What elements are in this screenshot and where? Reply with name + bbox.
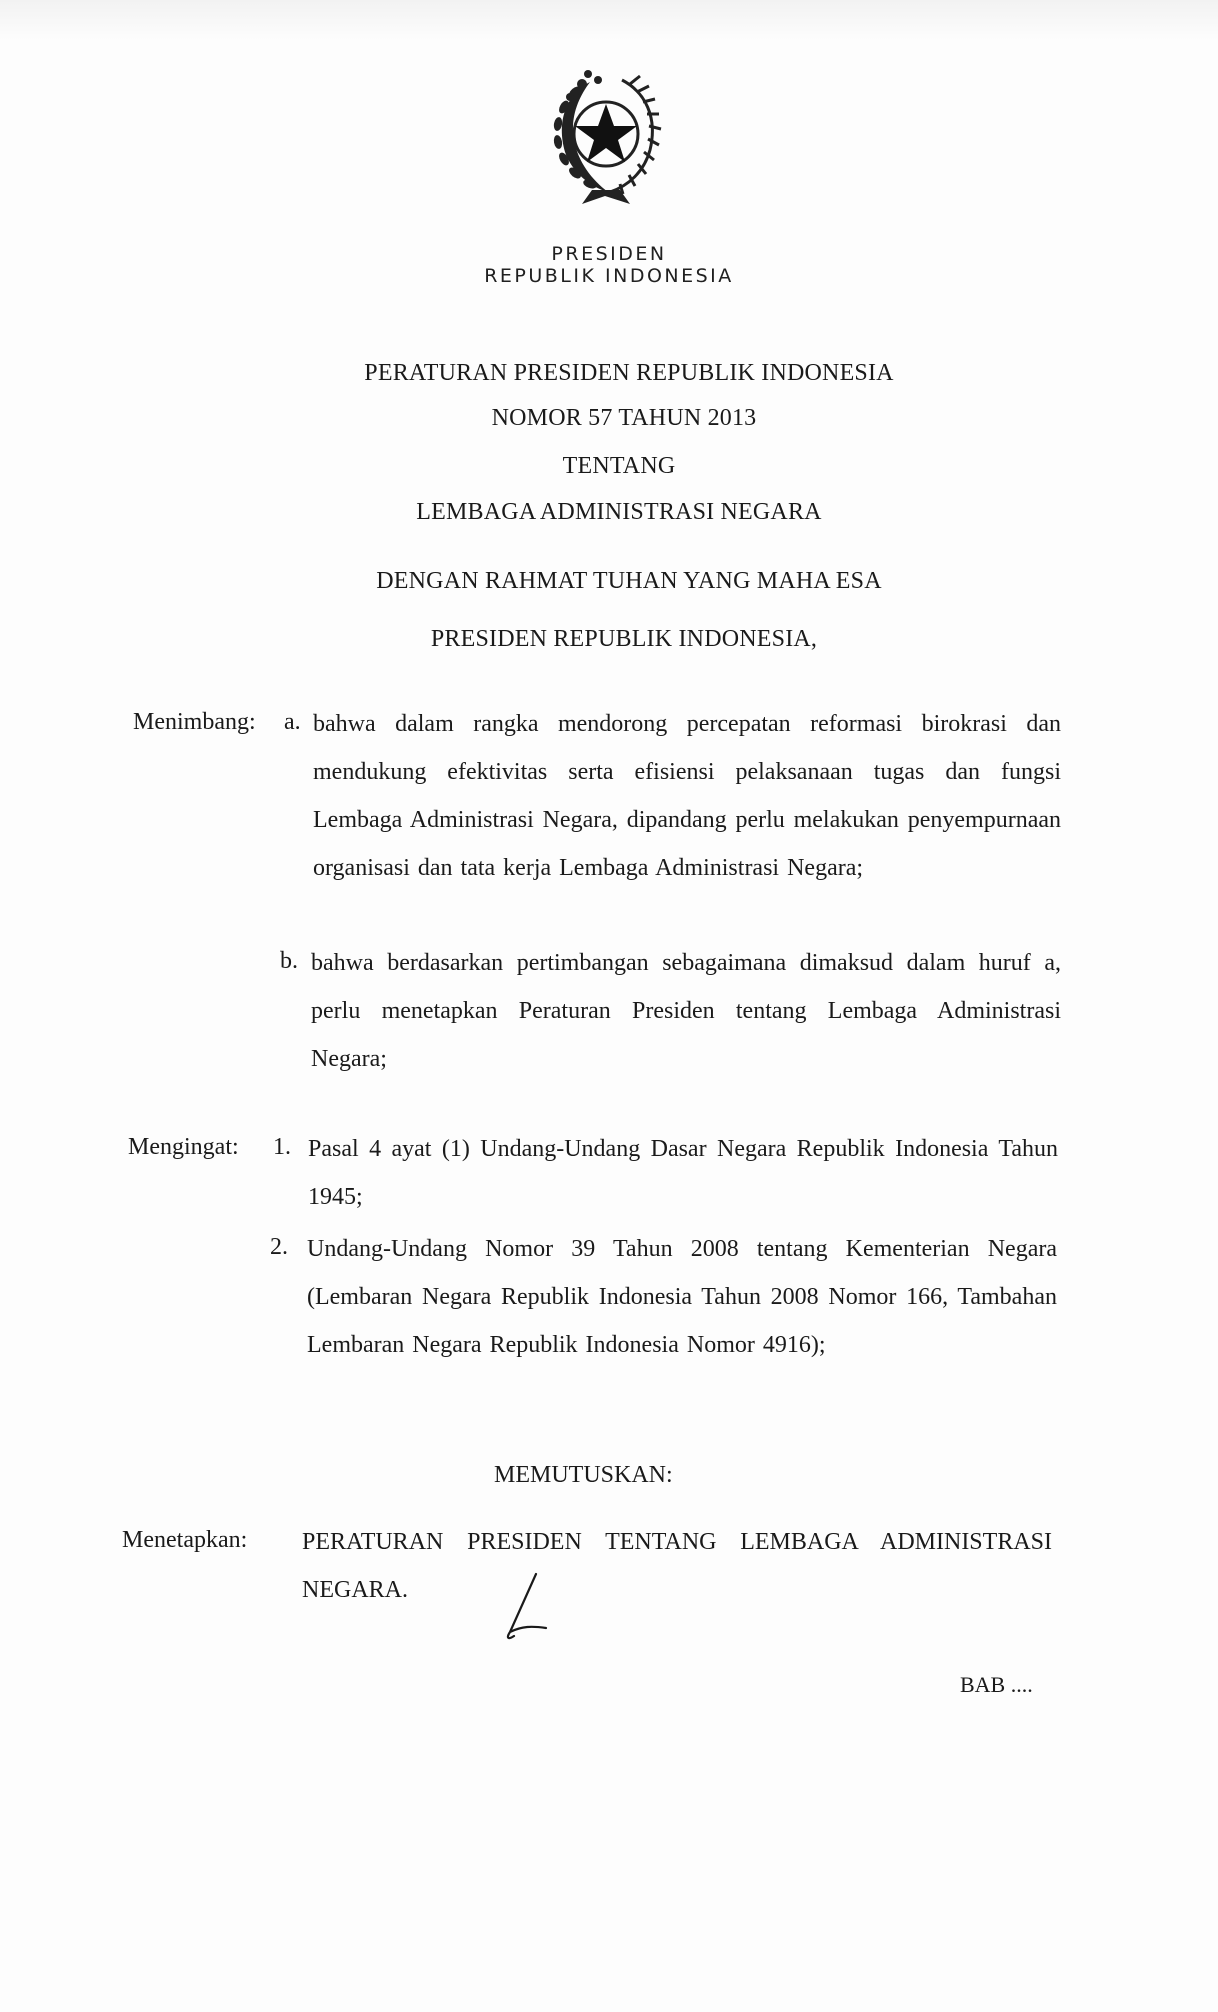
establish-label: Menetapkan:: [122, 1527, 248, 1553]
regulation-about: TENTANG: [562, 453, 676, 479]
considering-label: Menimbang:: [133, 709, 256, 735]
considering-marker-b: b.: [280, 948, 298, 974]
considering-marker-a: a.: [284, 709, 301, 735]
issuer-line-president: PRESIDEN: [551, 243, 667, 265]
decision-heading: MEMUTUSKAN:: [494, 1462, 673, 1488]
establish-text: PERATURAN PRESIDEN TENTANG LEMBAGA ADMINISTRASI NEGARA.: [302, 1529, 1052, 1603]
continuation-marker: BAB ....: [960, 1672, 1033, 1697]
recalling-item-2: Undang-Undang Nomor 39 Tahun 2008 tentang Kementerian Negara (Lembaran Negara Republik Indonesia Tahun 2008 Nomor 166, Tambahan Lembaran Negara Republik Indonesia Nomor 4916);: [307, 1236, 1057, 1358]
recalling-marker-2: 2.: [270, 1234, 288, 1260]
recalling-label: Mengingat:: [128, 1134, 239, 1160]
authority: PRESIDEN REPUBLIK INDONESIA,: [430, 626, 818, 652]
scan-edge-shadow: [0, 0, 1218, 40]
regulation-subject: LEMBAGA ADMINISTRASI NEGARA: [416, 499, 822, 525]
recalling-marker-1: 1.: [273, 1134, 291, 1160]
invocation: DENGAN RAHMAT TUHAN YANG MAHA ESA: [376, 568, 882, 594]
recalling-item-1: Pasal 4 ayat (1) Undang-Undang Dasar Negara Republik Indonesia Tahun 1945;: [308, 1136, 1058, 1210]
garuda-star-emblem-icon: [530, 62, 680, 212]
considering-item-a: bahwa dalam rangka mendorong percepatan reformasi birokrasi dan mendukung efektivitas serta efisiensi pelaksanaan tugas dan fungsi Lembaga Administrasi Negara, dipandang perlu melakukan penyempurnaan organisasi dan tata kerja Lembaga Administrasi Negara;: [313, 711, 1061, 881]
issuer-line-republic: REPUBLIK INDONESIA: [484, 265, 734, 287]
regulation-number: NOMOR 57 TAHUN 2013: [491, 405, 757, 431]
considering-item-b: bahwa berdasarkan pertimbangan sebagaimana dimaksud dalam huruf a, perlu menetapkan Peraturan Presiden tentang Lembaga Administrasi Negara;: [311, 950, 1061, 1072]
initial-paraf-icon: [488, 1568, 558, 1648]
regulation-title: PERATURAN PRESIDEN REPUBLIK INDONESIA: [364, 360, 894, 386]
